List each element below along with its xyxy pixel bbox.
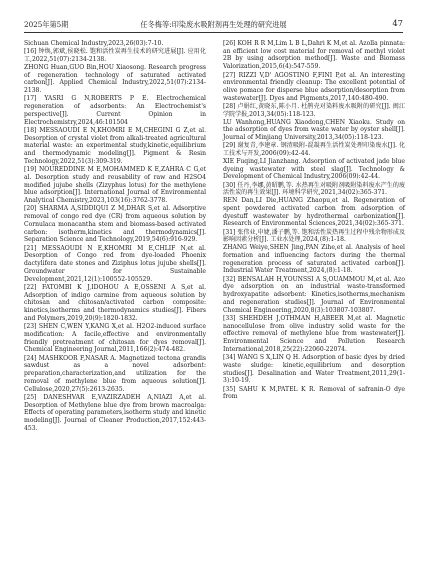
reference-entry: [22] FATOMBI K J,IDOHOU A E,OSSENI A S,et al. Adsorption of indigo carmine from aqueous solution by chitosan and chitosan/activated carbon composite: kinetics,isotherms and thermodynamics studies[J]. Fibers and Polymers,2019,20(9):1820-1832. [24,283,206,322]
journal-issue: 2025年第5期 [24,20,69,29]
reference-entry: [19] NOUREDDINE M E,MOHAMMED K E,ZAHRA C G,et al. Desorption study and reusability of raw and H2SO4 modified jujube shells (Zizyphus lotus) for the methylene blue adsorption[J]. International Journal of Environmental Analytical Chemistry,2023,103(16):3762-3778. [24,166,206,205]
reference-entry: [35] SAHU K M,PATEL K R. Removal of safranin-O dye from [223,385,405,401]
reference-entry: [32] BENSALAH H,YOUNSSI A S,OUAMMOU M,et al. Azo dye adsorption on an industrial waste-transformed hydroxyapatite adsorbent: Kinetics,isotherms,mechanism and regeneration studies[J]. Journal of Environmental Chemical Engineering,2020,8(3):103807-103807. [223,275,405,314]
reference-entry: [21] MESSAOUDI N E,KHOMRI M E,CHLIF N,et al. Desorption of Congo red from dye-loaded Phoenix dactylifera date stones and Ziziphus lotus jujube shells[J]. Groundwater for Sustainable Development,2021,12(1):100552-105529. [24,244,206,283]
reference-entry: [18] MESSAOUDI E N,KHOMRI E M,CHEGINI G Z,et al. Desorption of crystal violet from alkali-treated agricultural material waste: an experimental study,kinetic,equilibrium and thermodynamic modeling[J]. Pigment & Resin Technology,2022,51(3):309-319. [24,126,206,165]
reference-entry: [30] 任丹,李娜,黄昭鹏,等. 水热再生对吸附剂吸附染料废水产生的废活性炭的再生效果[J]. 环境科学研究,2021,34(02):365-371. REN Dan,LI Die,HUANG Zhaopu,et al. Regeneration of spent powdered activated carbon from adsorption of dyestuff wastewater by hydrothermal carbonization[J]. Research of Environmental Sciences,2021,34(02):365-371. [223,181,405,228]
reference-entry: [24] MASHKOOR F,NASAR A. Magnetized tectona grandis sawdust as a novel adsorbent: preparation,characterization,and utilization for the removal of methylene blue from aqueous solution[J]. Cellulose,2020,27(5):2613-2635. [24,354,206,393]
reference-entry: [25] DANESHVAR E,VAZIRZADEH A,NIAZI A,et al. Desorption of Methylene blue dye from brown macroalga: Effects of operating parameters,isotherm study and kinetic modeling[J]. Journal of Cleaner Production,2017,152:443-453. [24,393,206,432]
running-title: 任冬梅等:印染废水吸附剂再生处理的研究进展 [140,20,287,29]
reference-entry: [16] 钟焕,郭斌,侯晓松. 饱和活性炭再生技术的研究进展[J]. 应用化工,2022,51(07):2134-2138. ZHONG Huan,GUO Bin,HOU Xiaosong. Research progress of regeneration technology of saturated activated carbon[J]. Applied Chemical Industry,2022,51(07):2134-2138. [24,48,206,94]
reference-entry: [28] 卢娟红,黄晓东,陈小月. 杜鹃壳对染料废水吸附的研究[J]. 闽江学院学报,2013,34(05):118-123. LU Wanhong,HUANG Xiaodong,CHEN Xiaoku. Study on the adsorption of dyes from waste water by oyster shell[J]. Journal of Minjiang University,2013,34(05):118-123. [223,103,405,141]
reference-entry: [26] KOH R R M,Lim L B L,Dahri K M,et al. Azolla pinnata: an efficient low cost material for removal of methyl violet 2B by using adsorption method[J]. Waste and Biomass Valorization,2015,6(4):547-559. [223,40,405,71]
reference-entry: [17] YASRI G N,ROBERTS P E. Electrochemical regeneration of adsorbents: An Electrochemist's perspective[J]. Current Opinion in Electrochemistry,2024,46:101504 [24,95,206,126]
reference-entry: [27] RIZZI V,D' AGOSTINO F,FINI P,et al. An interesting environmental friendly cleanup: The excellent potential of olive pomace for disperse blue adsorption/desorption from wastewater[J]. Dyes and Pigments,2017,140:480-490. [223,71,405,102]
page-number: 47 [392,18,403,28]
running-header [24,18,403,33]
reference-entry: [29] 谢复青,李建章. 钢渣吸附-混凝再生活性炭处理印染废水[J]. 化工技术与开发,2006(09):42-44. XIE Fuqing,LI Jianzhang. Adsorption of activated jade blue dyeing wastewater with steel slag[J]. Technology & Development of Chemical Industry,2006(09):42-44. [223,142,405,181]
reference-entry: [31] 张伟业,申婕,潘子鹏,等. 饱和活性炭热再生过程中残余物形成及影响因素分析[J]. 工业水处理,2024,(8):1-18. ZHANG Weiye,SHEN Jing,PAN Zihe,et al. Analysis of heel formation and influencing factors during the thermal regeneration process of saturated activated carbon[J]. Industrial Water Treatment,2024,(8):1-18. [223,228,405,275]
reference-entry: [34] WANG S X,LIN Q H. Adsorption of basic dyes by dried waste sludge: kinetic,equilibrium and desorption studies[J]. Desalination and Water Treatment,2011,29(1-3):10-19. [223,354,405,385]
references-column-right [223,40,405,402]
reference-entry: [33] SHEHDEH J,OTHMAN H,ABEER M,et al. Magnetic nanocellulose from olive industry solid waste for the effective removal of methylene blue from wastewater[J]. Environmental Science and Pollution Research International,2018,25(22):22060-22074. [223,314,405,353]
reference-entry: Sichuan Chemical Industry,2023,26(03):7-10. [24,40,164,47]
reference-entry: [20] SHARMA A,SIDDIQUI Z M,DHAR S,et al. Adsorptive removal of congo red dye (CR) from aqueous solution by Cornulaca monacantha stem and biomass-based activated carbon: isotherm,kinetics and thermodynamics[J]. Separation Science and Technology,2019,54(6):916-929. [24,205,206,244]
reference-entry: [23] SHEN C,WEN Y,KANG X,et al. H2O2-induced surface modification: A facile,effective and environmentally friendly pretreatment of chitosan for dyes removal[J]. Chemical Engineering Journal,2011,166(2):474-482. [24,323,206,354]
references-column-left [24,40,206,433]
